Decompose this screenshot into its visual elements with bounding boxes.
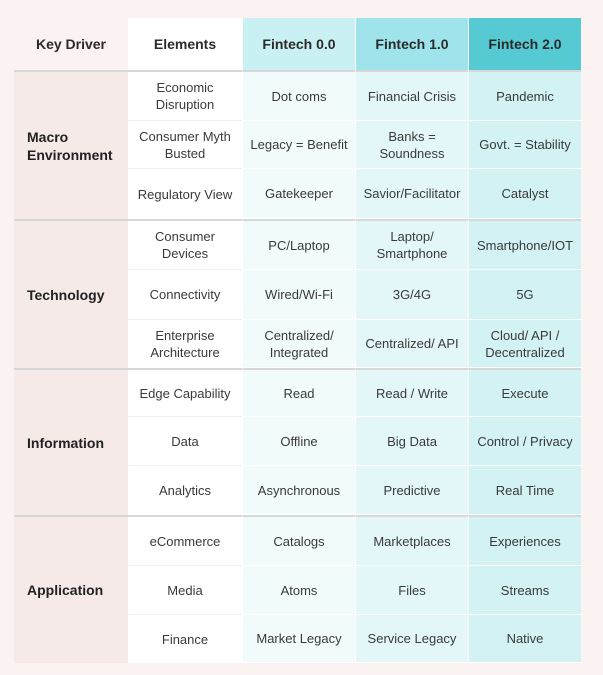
fintech-1-cell: Predictive (355, 466, 468, 515)
element-cell: Economic Disruption (128, 70, 242, 121)
fintech-0-cell: Read (242, 368, 355, 417)
key-driver-cell: Technology (14, 219, 128, 368)
header-elements: Elements (128, 18, 242, 70)
fintech-comparison-table-container (14, 18, 581, 663)
header-row (14, 18, 581, 70)
fintech-2-cell: Native (468, 615, 581, 663)
table-body (14, 70, 581, 663)
fintech-2-cell: Real Time (468, 466, 581, 515)
key-driver-cell: Information (14, 368, 128, 515)
element-cell: Finance (128, 615, 242, 663)
fintech-0-cell: Catalogs (242, 515, 355, 566)
fintech-2-cell: Catalyst (468, 169, 581, 219)
key-driver-cell: Macro Environment (14, 70, 128, 219)
fintech-2-cell: Govt. = Stability (468, 121, 581, 169)
key-driver-cell: Application (14, 515, 128, 663)
fintech-0-cell: Wired/Wi-Fi (242, 270, 355, 320)
fintech-2-cell: Streams (468, 566, 581, 615)
element-cell: Connectivity (128, 270, 242, 320)
table-row (14, 219, 581, 270)
fintech-0-cell: PC/Laptop (242, 219, 355, 270)
fintech-1-cell: Laptop/ Smartphone (355, 219, 468, 270)
element-cell: Consumer Devices (128, 219, 242, 270)
fintech-2-cell: Execute (468, 368, 581, 417)
fintech-1-cell: Big Data (355, 417, 468, 466)
fintech-0-cell: Centralized/ Integrated (242, 320, 355, 368)
header-fintech-0: Fintech 0.0 (242, 18, 355, 70)
header-key-driver: Key Driver (14, 18, 128, 70)
table-row (14, 368, 581, 417)
fintech-1-cell: 3G/4G (355, 270, 468, 320)
fintech-1-cell: Banks = Soundness (355, 121, 468, 169)
fintech-2-cell: Control / Privacy (468, 417, 581, 466)
fintech-comparison-table (14, 18, 581, 663)
fintech-0-cell: Atoms (242, 566, 355, 615)
fintech-0-cell: Market Legacy (242, 615, 355, 663)
fintech-0-cell: Legacy = Benefit (242, 121, 355, 169)
fintech-1-cell: Financial Crisis (355, 70, 468, 121)
fintech-2-cell: 5G (468, 270, 581, 320)
fintech-0-cell: Dot coms (242, 70, 355, 121)
fintech-1-cell: Files (355, 566, 468, 615)
fintech-0-cell: Gatekeeper (242, 169, 355, 219)
element-cell: Data (128, 417, 242, 466)
fintech-2-cell: Cloud/ API / Decentralized (468, 320, 581, 368)
header-fintech-1: Fintech 1.0 (355, 18, 468, 70)
fintech-1-cell: Marketplaces (355, 515, 468, 566)
header-fintech-2: Fintech 2.0 (468, 18, 581, 70)
fintech-2-cell: Pandemic (468, 70, 581, 121)
element-cell: Consumer Myth Busted (128, 121, 242, 169)
element-cell: eCommerce (128, 515, 242, 566)
element-cell: Edge Capability (128, 368, 242, 417)
table-row (14, 70, 581, 121)
fintech-0-cell: Offline (242, 417, 355, 466)
element-cell: Media (128, 566, 242, 615)
fintech-0-cell: Asynchronous (242, 466, 355, 515)
table-row (14, 515, 581, 566)
table-header (14, 18, 581, 70)
fintech-2-cell: Experiences (468, 515, 581, 566)
fintech-2-cell: Smartphone/IOT (468, 219, 581, 270)
fintech-1-cell: Read / Write (355, 368, 468, 417)
fintech-1-cell: Centralized/ API (355, 320, 468, 368)
element-cell: Regulatory View (128, 169, 242, 219)
element-cell: Analytics (128, 466, 242, 515)
fintech-1-cell: Service Legacy (355, 615, 468, 663)
fintech-1-cell: Savior/Facilitator (355, 169, 468, 219)
element-cell: Enterprise Architecture (128, 320, 242, 368)
